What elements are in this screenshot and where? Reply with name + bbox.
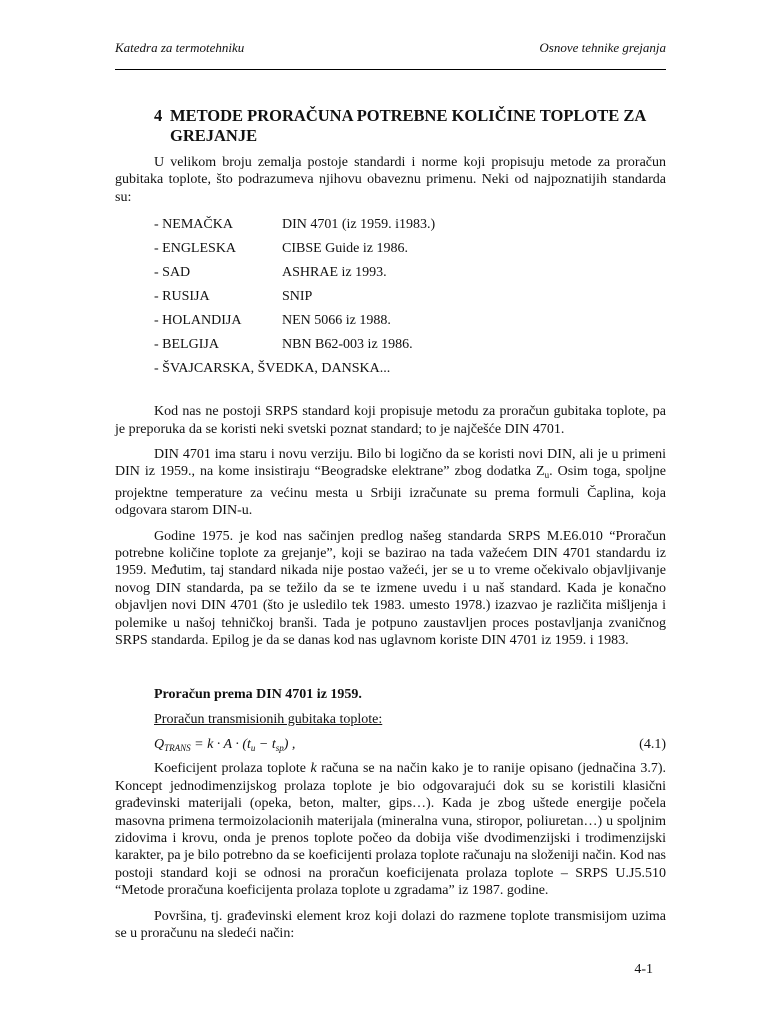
paragraph-coefficient — [115, 760, 666, 899]
chapter-title-line2: GREJANJE — [170, 126, 258, 145]
country-label: - BELGIJA — [154, 337, 219, 353]
country-label: - RUSIJA — [154, 289, 210, 305]
chapter-number: 4 — [154, 106, 163, 125]
paragraph-text: DIN 4701 ima staru i novu verziju. Bilo bi logično da se koristi novi DIN, ali je u primeni DIN iz 1959., na kome insistiraju “Beogradske elektrane” zbog dodatka Z — [115, 447, 666, 480]
chapter-heading — [115, 106, 666, 146]
paragraph-surface: Površina, tj. građevinski element kroz koji dolazi do razmene toplote transmisijom uzima se u proračunu na sledeći način: — [115, 908, 666, 941]
header-rule — [115, 69, 666, 70]
list-item — [154, 309, 666, 333]
country-label: - ŠVAJCARSKA, ŠVEDKA, DANSKA... — [154, 361, 391, 377]
header-left-text: Katedra za termotehniku — [115, 40, 245, 55]
subscript: u — [250, 743, 256, 754]
list-item — [154, 261, 666, 285]
subscript: u — [544, 470, 550, 481]
country-label: - HOLANDIJA — [154, 313, 242, 329]
equation-part: ) , — [283, 737, 296, 753]
paragraph-din-versions — [115, 446, 666, 520]
paragraph-srps: Kod nas ne postoji SRPS standard koji propisuje metodu za proračun gubitaka toplote, pa je preporuka da se koristi neki svetski poznat standard; to je najčešće DIN 4701. — [115, 404, 666, 437]
header-right-text: Osnove tehnike grejanja — [539, 40, 666, 55]
paragraph-text: . Osim toga, spoljne projektne temperature za većinu mesta u Srbiji izračunate su prema formuli Čaplina, koja odgovara starom DIN-u. — [115, 464, 667, 519]
section-subheading: Proračun prema DIN 4701 iz 1959. — [154, 686, 362, 702]
equation-number: (4.1) — [639, 737, 666, 753]
equation-formula — [154, 736, 295, 757]
page-body — [115, 106, 666, 942]
equation-part: − t — [255, 737, 276, 753]
equation-4-1 — [115, 734, 666, 760]
list-item — [154, 285, 666, 309]
symbol-k: k — [310, 761, 317, 777]
page-number: 4-1 — [634, 962, 653, 977]
list-item — [154, 357, 666, 381]
standard-label: SNIP — [282, 289, 313, 305]
list-item — [154, 237, 666, 261]
standard-label: DIN 4701 (iz 1959. i1983.) — [282, 217, 436, 233]
country-label: - ENGLESKA — [154, 241, 237, 257]
country-label: - NEMAČKA — [154, 217, 233, 233]
paragraph-text: Koeficijent prolaza toplote — [154, 761, 311, 777]
paragraph-history: Godine 1975. je kod nas sačinjen predlog našeg standarda SRPS M.E6.010 “Proračun potrebne količine toplote za grejanje”, koji se bazirao na tada važećem DIN 4701 standardu iz 1959. Međutim, taj standard nikada nije postao važeći, jer se u to vreme očekivalo objavljivanje novog DIN standarda, pa se težilo da se te izmene uvedu i u naš standard. Kada je konačno objavljen novi DIN 4701 (što je usledilo tek 1983. umesto 1978.) izazvao je različita mišljenja i polemike u našoj tehničkoj branši. Tada je potpuno zaustavljen proces postavljanja zvaničnog SRPS standarda. Epilog je da se danas kod nas uglavnom koriste DIN 4701 iz 1959. i 1983. — [115, 528, 666, 649]
standard-label: NEN 5066 iz 1988. — [282, 313, 391, 329]
equation-part: Q — [154, 737, 165, 753]
standard-label: CIBSE Guide iz 1986. — [282, 241, 408, 257]
list-item — [154, 333, 666, 357]
chapter-title-line1: METODE PRORAČUNA POTREBNE KOLIČINE TOPLOTE ZA — [170, 106, 647, 125]
standard-label: ASHRAE iz 1993. — [282, 265, 387, 281]
standards-list — [154, 213, 666, 381]
paragraph-text: računa se na način kako je to ranije opisano (jednačina 3.7). Koncept jednodimenzijskog prolaza toplote je bio odgovarajući dok su se koristili klasični građevinski materijali (opeka, beton, malter, gips…). Kada je zbog uštede energije počela masovna primena termoizolacionih materijala (mineralna vuna, stiropor, poliuretan…) u spoljnim zidovima i krovu, onda je prenos toplote počeo da dobija više dvodimenzijski i trodimenzijski karakter, pa je bilo potrebno da se koeficijenti prolaza toplote računaju na složeniji način. Kod nas postoji standard koji se odnosi na proračun koeficijenata prolaza toplote – SRPS U.J5.510 “Metode proračuna koeficijenta prolaza toplote u zgradama” iz 1987. godine. — [115, 761, 666, 899]
standard-label: NBN B62-003 iz 1986. — [282, 337, 413, 353]
subscript: TRANS — [164, 743, 191, 754]
subscript: sp — [275, 743, 284, 754]
intro-paragraph: U velikom broju zemalja postoje standardi i norme koji propisuju metode za proračun gubitaka toplote, što podrazumeva njihovu obaveznu primenu. Neki od najpoznatijih standarda su: — [115, 155, 666, 205]
equation-part: = k · A · (t — [190, 737, 251, 753]
underlined-subtitle: Proračun transmisionih gubitaka toplote: — [154, 711, 383, 727]
list-item — [154, 213, 666, 237]
country-label: - SAD — [154, 265, 191, 281]
